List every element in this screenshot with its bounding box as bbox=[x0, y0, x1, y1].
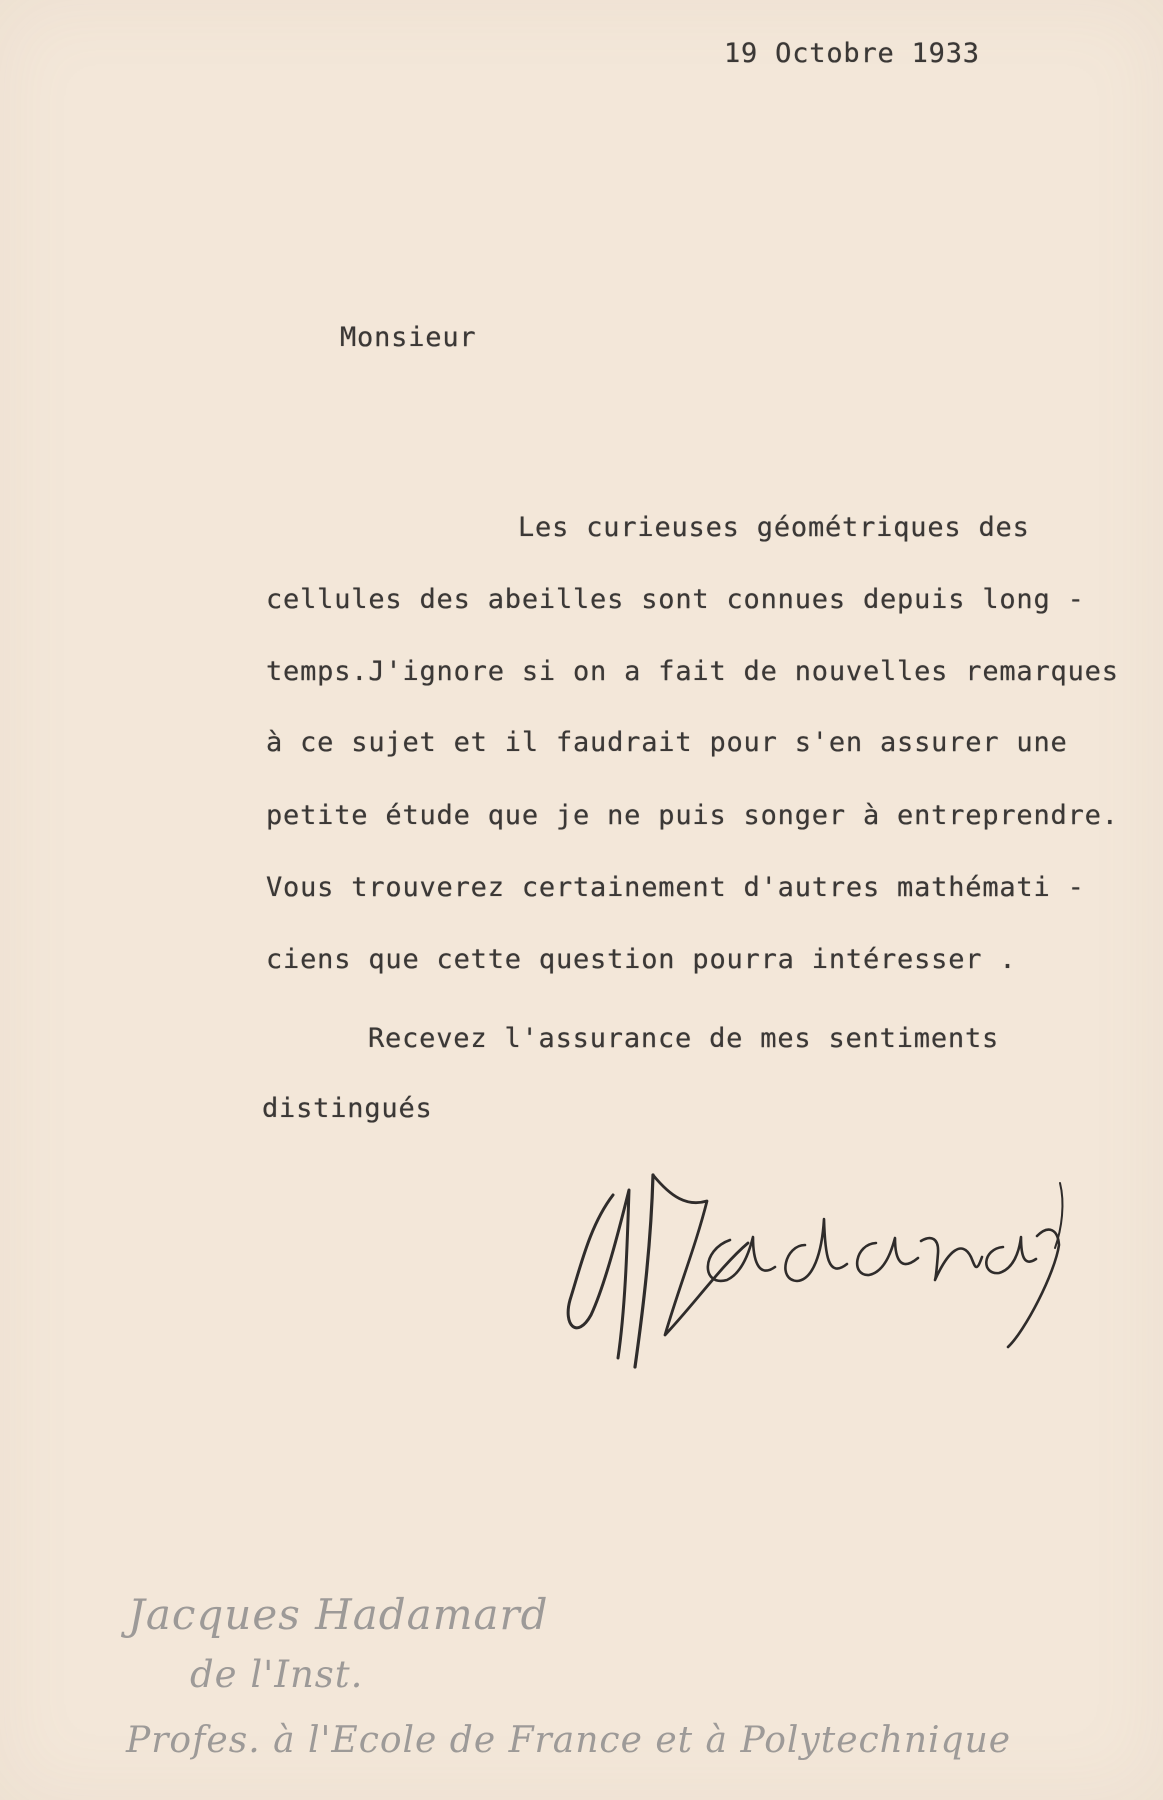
body-line-3: temps.J'ignore si on a fait de nouvelles remarques bbox=[266, 656, 1119, 687]
closing-line-2: distingués bbox=[262, 1093, 433, 1124]
letter-date: 19 Octobre 1933 bbox=[724, 38, 980, 69]
pencil-annotation-line-1: Jacques Hadamard bbox=[128, 1590, 549, 1639]
closing-line-1: Recevez l'assurance de mes sentiments bbox=[368, 1023, 1000, 1054]
salutation: Monsieur bbox=[340, 322, 477, 353]
body-line-7: ciens que cette question pourra intéresser . bbox=[266, 944, 1017, 975]
body-line-6: Vous trouverez certainement d'autres mathémati - bbox=[266, 872, 1085, 903]
pencil-annotation-line-2: de l'Inst. bbox=[190, 1653, 364, 1696]
body-line-4: à ce sujet et il faudrait pour s'en assurer une bbox=[266, 727, 1068, 758]
pencil-annotation-line-3: Profes. à l'Ecole de France et à Polytechnique bbox=[126, 1720, 1012, 1761]
handwritten-signature bbox=[555, 1135, 1085, 1380]
body-line-5: petite étude que je ne puis songer à entreprendre. bbox=[266, 800, 1119, 831]
body-line-1: Les curieuses géométriques des bbox=[518, 512, 1030, 543]
body-line-2: cellules des abeilles sont connues depuis long - bbox=[266, 584, 1085, 615]
